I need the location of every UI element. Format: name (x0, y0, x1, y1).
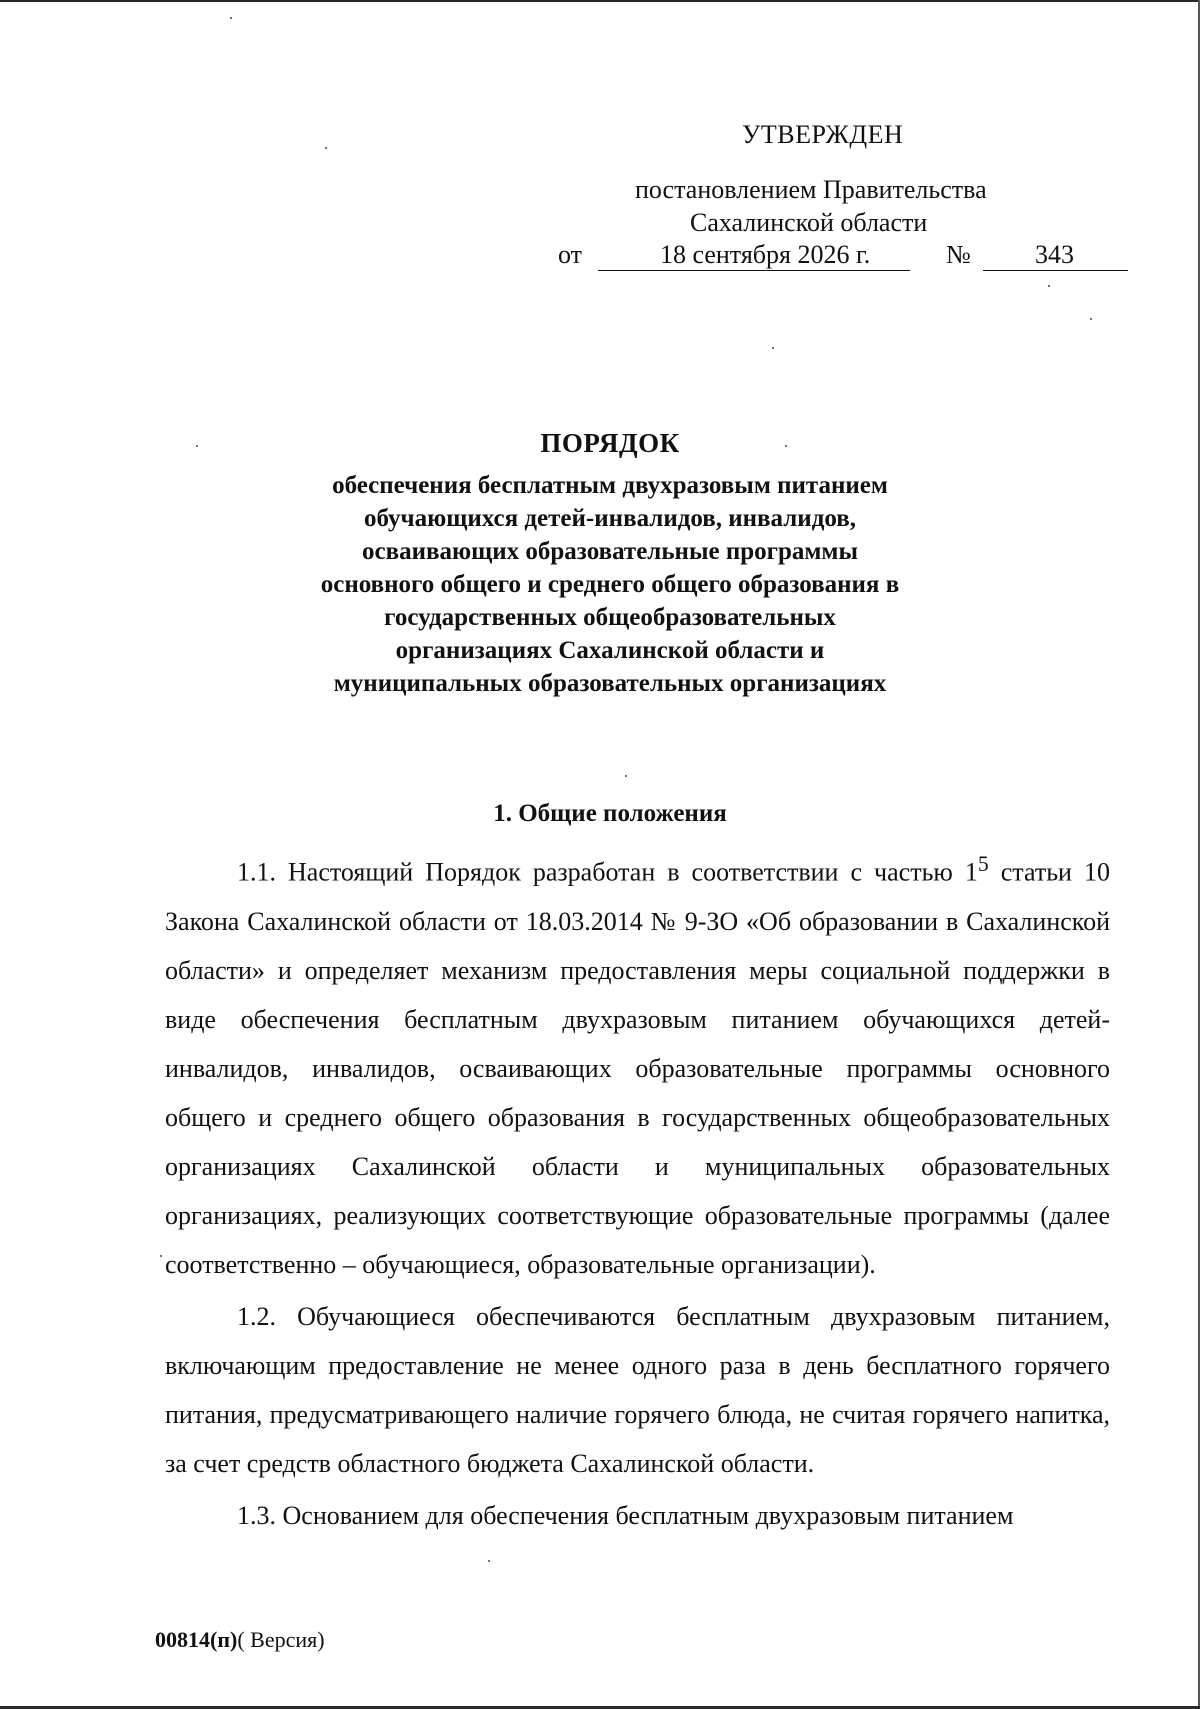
paragraph-1-1 (165, 840, 1110, 1289)
footer-document-code (155, 1627, 325, 1653)
document-subtitle-line: обучающихся детей-инвалидов, инвалидов, (364, 505, 856, 532)
approval-title: УТВЕРЖДЕН (742, 120, 904, 149)
section-heading: 1. Общие положения (493, 800, 727, 827)
document-title-block (200, 428, 1020, 700)
document-subtitle-line: обеспечения бесплатным двухразовым питанием (332, 472, 888, 499)
scan-speck (1090, 318, 1092, 320)
scan-speck (325, 147, 327, 149)
approval-number: 343 (1035, 240, 1074, 269)
document-subtitle-line: основного общего и среднего общего образования в (320, 571, 900, 598)
document-title: ПОРЯДОК (540, 428, 680, 458)
approval-line-resolution: постановлением Правительства (635, 175, 987, 204)
document-subtitle-line: муниципальных образовательных организациях (333, 670, 887, 697)
section-body (165, 840, 1110, 1540)
scan-speck (160, 1255, 162, 1257)
document-subtitle-line: организациях Сахалинской области и (395, 637, 825, 664)
paragraph-1-1-text-end: статьи 10 Закона Сахалинской области от 18.03.2014 № 9-ЗО «Об образовании в Сахалинской области» и определяет механизм предоставления меры социальной поддержки в виде обеспечения бесплатным двухразовым питанием обучающихся детей-инвалидов, инвалидов, осваивающих образовательные программы основного общего и среднего общего образования в государственных общеобразовательных организациях Сахалинской области и муниципальных образовательных организациях, реализующих соответствующие образовательные программы (далее соответственно – обучающиеся, образовательные организации). (165, 857, 1110, 1279)
approval-date-underline (598, 270, 910, 271)
scan-speck (772, 347, 774, 349)
scan-speck (625, 775, 627, 777)
document-subtitle-line: осваивающих образовательные программы (362, 538, 858, 565)
scan-edge-top (0, 0, 1200, 2)
paragraph-1-1-superscript: 5 (977, 852, 989, 876)
approval-date: 18 сентября 2026 г. (660, 240, 871, 269)
scan-speck (196, 445, 198, 447)
approval-date-prefix: от (558, 240, 583, 269)
paragraph-1-2: 1.2. Обучающиеся обеспечиваются бесплатным двухразовым питанием, включающим предоставление не менее одного раза в день бесплатного горячего питания, предусматривающего наличие горячего блюда, не считая горячего напитка, за счет средств областного бюджета Сахалинской области. (165, 1301, 1110, 1478)
approval-number-sign: № (946, 240, 971, 269)
scan-speck (1048, 285, 1050, 287)
approval-line-region: Сахалинской области (690, 208, 928, 237)
document-subtitle-line: государственных общеобразовательных (384, 604, 836, 631)
footer-version: ( Версия) (237, 1627, 325, 1652)
scan-speck (488, 1560, 490, 1562)
paragraph-1-3: 1.3. Основанием для обеспечения бесплатным двухразовым питанием (237, 1500, 1014, 1530)
scan-speck (230, 17, 232, 19)
footer-code: 00814(п) (155, 1627, 238, 1652)
approval-date-row (558, 240, 1118, 280)
paragraph-1-1-text-start: 1.1. Настоящий Порядок разработан в соответствии с частью 1 (237, 857, 978, 887)
approval-number-underline (983, 270, 1128, 271)
